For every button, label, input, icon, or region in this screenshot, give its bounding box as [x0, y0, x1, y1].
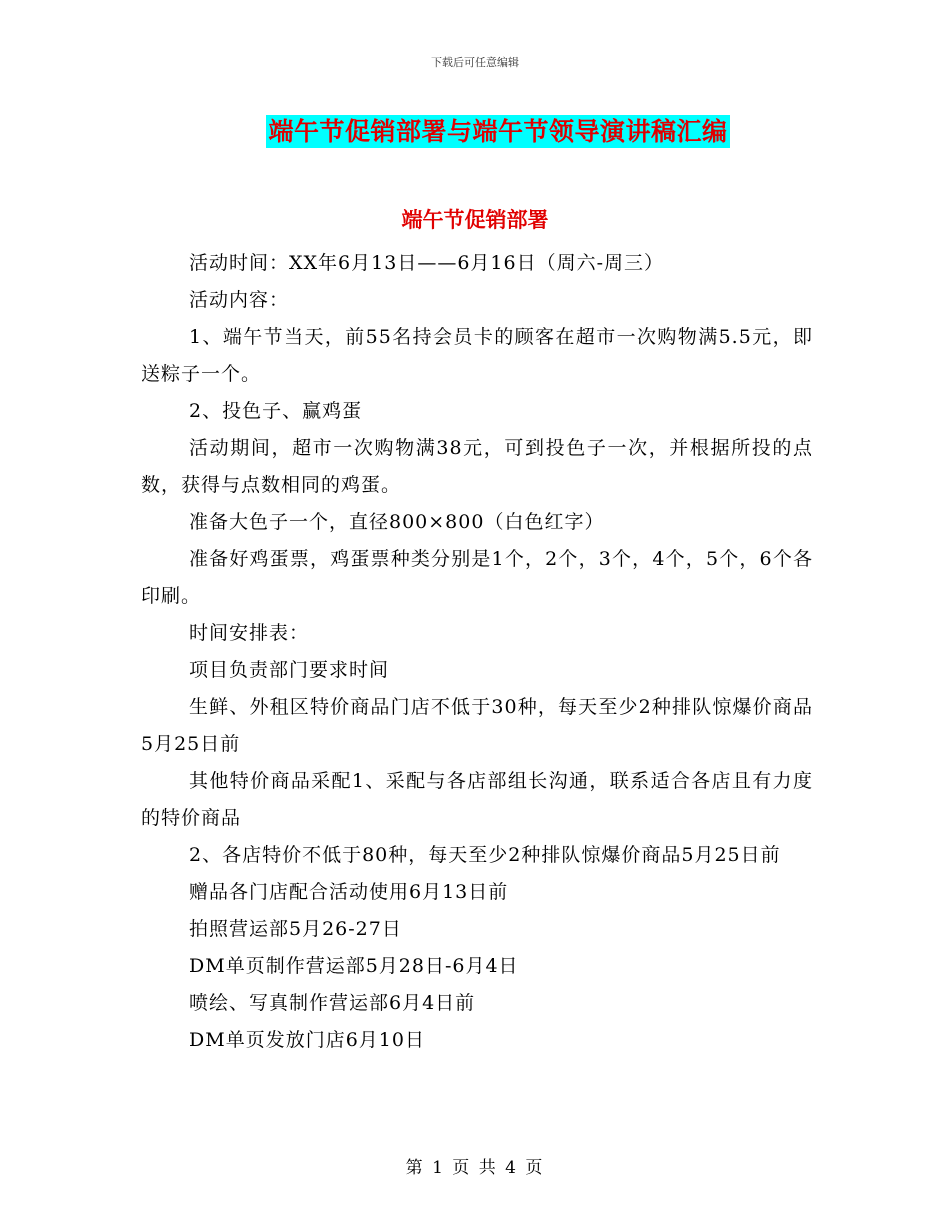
paragraph: DM单页制作营运部5月28日-6月4日: [189, 955, 519, 977]
paragraph: 活动内容：: [189, 289, 290, 311]
paragraph: 准备好鸡蛋票，鸡蛋票种类分别是1个，2个，3个，4个，5个，6个各印刷。: [141, 548, 813, 607]
page-header: 下载后可任意编辑: [431, 56, 519, 69]
paragraph: 2、投色子、赢鸡蛋: [189, 400, 363, 422]
paragraph: 拍照营运部5月26-27日: [189, 918, 402, 940]
paragraph: 时间安排表：: [189, 622, 310, 644]
paragraph: 活动期间，超市一次购物满38元，可到投色子一次，并根据所投的点数，获得与点数相同的鸡蛋。: [141, 437, 813, 496]
page-number-footer: 第 1 页 共 4 页: [405, 1158, 545, 1178]
paragraph: 生鲜、外租区特价商品门店不低于30种，每天至少2种排队惊爆价商品5月25日前: [141, 696, 813, 755]
paragraph: DM单页发放门店6月10日: [189, 1029, 425, 1051]
paragraph: 其他特价商品采配1、采配与各店部组长沟通，联系适合各店且有力度的特价商品: [141, 770, 813, 829]
paragraph: 项目负责部门要求时间: [189, 659, 390, 681]
body-text: [141, 245, 813, 1059]
section-title: 端午节促销部署: [401, 207, 549, 232]
paragraph: 赠品各门店配合活动使用6月13日前: [189, 881, 509, 903]
document-title: [0, 112, 950, 148]
paragraph: 活动时间：XX年6月13日——6月16日（周六-周三）: [189, 252, 665, 274]
paragraph: 喷绘、写真制作营运部6月4日前: [189, 992, 476, 1014]
document-title-text: 端午节促销部署与端午节领导演讲稿汇编: [268, 117, 728, 146]
paragraph: 1、端午节当天，前55名持会员卡的顾客在超市一次购物满5.5元，即送粽子一个。: [141, 326, 813, 385]
paragraph: 2、各店特价不低于80种，每天至少2种排队惊爆价商品5月25日前: [189, 844, 781, 866]
paragraph: 准备大色子一个，直径800×800（白色红字）: [189, 511, 605, 533]
